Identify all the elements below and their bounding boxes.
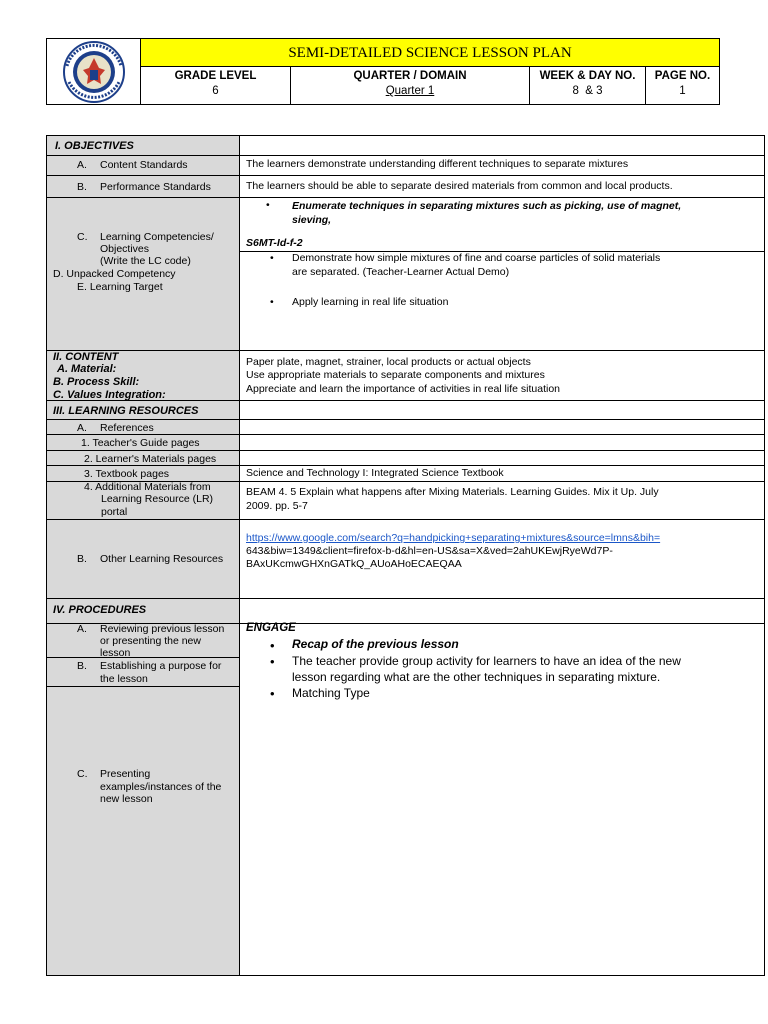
presenting-label-2: examples/instances of the — [100, 781, 222, 793]
competencies-label-2: Objectives — [100, 243, 150, 255]
row-line-8 — [47, 450, 765, 451]
content-standards-value: The learners demonstrate understanding different techniques to separate mixtures — [246, 158, 629, 170]
additional-materials-label-1: 4. Additional Materials from — [84, 481, 211, 493]
reviewing-label-1: Reviewing previous lesson — [100, 623, 225, 635]
bullet-3-text: Matching Type — [292, 686, 370, 700]
content-standards-label: Content Standards — [100, 159, 188, 171]
bullet-2-text-1: The teacher provide group activity for learners to have an idea of the new — [292, 654, 681, 668]
values-integration-label: C. Values Integration: — [53, 389, 166, 401]
other-resources-letter: B. — [77, 553, 87, 565]
presenting-label-1: Presenting — [100, 768, 151, 780]
week-label: WEEK & DAY NO. — [539, 70, 636, 82]
references-label: References — [100, 422, 154, 434]
process-skill-value: Use appropriate materials to separate components and mixtures — [246, 369, 545, 381]
other-resources-label: Other Learning Resources — [100, 553, 224, 565]
page-title: SEMI-DETAILED SCIENCE LESSON PLAN — [288, 45, 572, 61]
textbook-pages-label: 3. Textbook pages — [84, 468, 170, 480]
competencies-label-3: (Write the LC code) — [100, 255, 191, 267]
bullet-3-dot: • — [270, 686, 275, 701]
references-letter: A. — [77, 422, 87, 434]
purpose-label-1: Establishing a purpose for — [100, 660, 222, 672]
row-line-1 — [47, 155, 765, 156]
row-line-3 — [47, 197, 765, 198]
column-divider — [239, 136, 240, 976]
performance-standards-value: The learners should be able to separate desired materials from common and local products. — [246, 180, 673, 192]
row-line-11 — [47, 519, 765, 520]
row-line-14 — [47, 657, 239, 658]
resource-link-line-3: BAxUKcmwGHXnGATkQ_AUoAHoECAEQAA — [246, 558, 462, 570]
target-bullet: • — [270, 296, 274, 308]
unpacked-text-1: Demonstrate how simple mixtures of fine and coarse particles of solid materials — [292, 252, 661, 264]
additional-materials-label-3: portal — [101, 506, 128, 518]
competency-text-2: sieving, — [292, 214, 332, 226]
additional-materials-value-1: BEAM 4. 5 Explain what happens after Mixing Materials. Learning Guides. Mix it Up. July — [246, 486, 659, 498]
unpacked-bullet: • — [270, 252, 274, 264]
teachers-guide-label: 1. Teacher's Guide pages — [81, 437, 200, 449]
presenting-letter: C. — [77, 768, 88, 780]
resource-link-line-2: 643&biw=1349&client=firefox-b-d&hl=en-US&sa=X&ved=2ahUKEwjRyeWd7P- — [246, 545, 613, 557]
quarter-value-text: Quarter 1 — [385, 85, 435, 97]
reviewing-label-2: or presenting the new — [100, 635, 201, 647]
competency-text-1: Enumerate techniques in separating mixtures such as picking, use of magnet, — [292, 200, 682, 212]
additional-materials-value-2: 2009. pp. 5-7 — [246, 500, 308, 512]
purpose-label-2: the lesson — [100, 673, 148, 685]
material-value: Paper plate, magnet, strainer, local products or actual objects — [246, 356, 531, 368]
target-text: Apply learning in real life situation — [292, 296, 449, 308]
bullet-2-dot: • — [270, 654, 275, 669]
row-line-2 — [47, 175, 765, 176]
process-skill-label: B. Process Skill: — [53, 376, 140, 388]
purpose-letter: B. — [77, 660, 87, 672]
bullet-1-text: Recap of the previous lesson — [292, 637, 459, 651]
unpacked-competency-label: D. Unpacked Competency — [53, 268, 176, 280]
resource-link[interactable]: https://www.google.com/search?q=handpicking+separating+mixtures&source=lmns&bih= — [246, 532, 661, 544]
lc-code: S6MT-Id-f-2 — [246, 237, 303, 249]
performance-standards-label: Performance Standards — [100, 181, 211, 193]
grade-level-label: GRADE LEVEL — [174, 70, 257, 82]
reviewing-label-3: lesson — [100, 647, 131, 659]
grade-level-value: 6 — [212, 85, 219, 97]
page-value: 1 — [679, 85, 686, 97]
reviewing-letter: A. — [77, 623, 87, 635]
row-line-6 — [47, 419, 765, 420]
values-integration-value: Appreciate and learn the importance of activities in real life situation — [246, 383, 561, 395]
competency-bullet: • — [266, 199, 270, 211]
row-line-7 — [47, 434, 765, 435]
bullet-2-text-2: lesson regarding what are the other techniques in separating mixture. — [292, 670, 661, 684]
deped-logo — [55, 40, 133, 104]
competencies-label-1: Learning Competencies/ — [100, 231, 214, 243]
page-label: PAGE NO. — [654, 70, 711, 82]
row-line-12 — [47, 598, 765, 599]
procedures-heading: IV. PROCEDURES — [53, 604, 147, 616]
unpacked-text-2: are separated. (Teacher-Learner Actual Demo) — [292, 266, 510, 278]
additional-materials-label-2: Learning Resource (LR) — [101, 493, 214, 505]
quarter-label: QUARTER / DOMAIN — [353, 70, 467, 82]
competencies-letter: C. — [77, 231, 88, 243]
content-standards-letter: A. — [77, 159, 87, 171]
textbook-pages-value: Science and Technology I: Integrated Science Textbook — [246, 467, 504, 479]
content-heading: II. CONTENT — [53, 351, 119, 363]
engage-heading: ENGAGE — [246, 622, 296, 634]
learners-materials-label: 2. Learner's Materials pages — [84, 453, 217, 465]
row-line-15 — [47, 686, 239, 687]
week-value: 8 & 3 — [572, 85, 603, 97]
material-label: A. Material: — [57, 363, 117, 375]
bullet-1-dot: • — [270, 638, 275, 653]
learning-target-label: E. Learning Target — [77, 281, 163, 293]
resources-heading: III. LEARNING RESOURCES — [53, 405, 199, 417]
quarter-value — [291, 84, 529, 98]
row-line-4 — [47, 350, 765, 351]
presenting-label-3: new lesson — [100, 793, 153, 805]
objectives-heading: I. OBJECTIVES — [55, 140, 134, 152]
performance-standards-letter: B. — [77, 181, 87, 193]
